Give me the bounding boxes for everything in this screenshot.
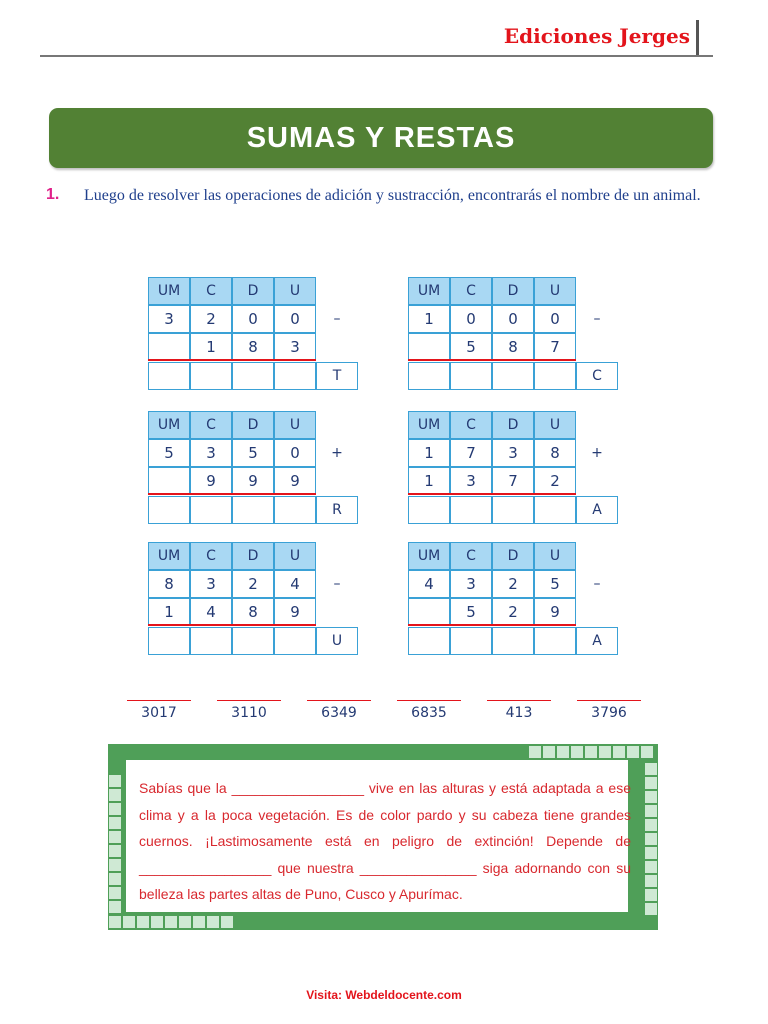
- footer-link[interactable]: Visita: Webdeldocente.com: [306, 988, 462, 1002]
- frame-tile: [122, 915, 136, 929]
- digit-cell: 2: [232, 570, 274, 598]
- answer-cell[interactable]: [534, 362, 576, 390]
- digit-cell: 0: [274, 305, 316, 333]
- answer-cell[interactable]: [274, 496, 316, 524]
- operation-table: [408, 411, 620, 523]
- frame-tile: [528, 745, 542, 759]
- letter-cell: T: [316, 362, 358, 390]
- column-header-cell: U: [534, 411, 576, 439]
- frame-tile: [644, 888, 658, 902]
- letter-cell: C: [576, 362, 618, 390]
- column-header-cell: UM: [148, 411, 190, 439]
- column-header-cell: D: [232, 542, 274, 570]
- frame-tile: [644, 846, 658, 860]
- digit-cell: 0: [274, 439, 316, 467]
- column-header-cell: C: [450, 542, 492, 570]
- answer-cell[interactable]: [492, 362, 534, 390]
- answer-cell[interactable]: [190, 496, 232, 524]
- digit-cell: 0: [450, 305, 492, 333]
- answer-slot[interactable]: [486, 700, 552, 721]
- letter-cell: R: [316, 496, 358, 524]
- frame-tile: [108, 788, 122, 802]
- frame-tile: [644, 804, 658, 818]
- digit-cell: 5: [148, 439, 190, 467]
- frame-tile: [644, 776, 658, 790]
- digit-cell: 5: [232, 439, 274, 467]
- digit-cell: 3: [492, 439, 534, 467]
- digit-cell: 3: [148, 305, 190, 333]
- sum-line: [148, 493, 316, 495]
- digit-cell: 7: [450, 439, 492, 467]
- operation-sign: –: [593, 311, 601, 327]
- frame-tile: [542, 745, 556, 759]
- frame-tile: [108, 858, 122, 872]
- column-header-cell: C: [190, 411, 232, 439]
- frame-tile: [150, 915, 164, 929]
- operation-table: [148, 542, 360, 654]
- answer-blank-line: [217, 700, 281, 701]
- digit-cell: 2: [534, 467, 576, 495]
- digit-cell: 9: [274, 598, 316, 626]
- frame-tile: [136, 915, 150, 929]
- sum-line: [408, 624, 576, 626]
- digit-cell: 3: [190, 570, 232, 598]
- answer-cell[interactable]: [450, 496, 492, 524]
- frame-tile: [644, 832, 658, 846]
- answer-number: 6835: [411, 705, 447, 721]
- operation-sign: –: [333, 576, 341, 592]
- frame-tile: [556, 745, 570, 759]
- answer-slot[interactable]: [306, 700, 372, 721]
- column-header-cell: C: [190, 277, 232, 305]
- answer-slot[interactable]: [396, 700, 462, 721]
- operation-sign: –: [593, 576, 601, 592]
- column-header-cell: U: [534, 542, 576, 570]
- digit-cell: 4: [408, 570, 450, 598]
- answer-cell[interactable]: [232, 362, 274, 390]
- answer-cell[interactable]: [274, 627, 316, 655]
- digit-cell: 9: [232, 467, 274, 495]
- answer-number: 6349: [321, 705, 357, 721]
- digit-cell: 3: [274, 333, 316, 361]
- letter-cell: U: [316, 627, 358, 655]
- letter-cell: A: [576, 627, 618, 655]
- digit-cell: [148, 333, 190, 361]
- digit-cell: 0: [492, 305, 534, 333]
- frame-tile: [570, 745, 584, 759]
- answer-cell[interactable]: [408, 496, 450, 524]
- story-text: Sabías que la _________________ vive en las alturas y está adaptada a ese clima y a la poca vegetación. Es de color pardo y su cabeza tiene grandes cuernos. ¡Lastimosamente está en peligro de extinción! Depende de _________________ que nuestra _______________ siga adornando con su belleza las partes altas de Puno, Cusco y Apurímac.: [139, 780, 631, 902]
- operation-table: [148, 411, 360, 523]
- frame-tile: [644, 790, 658, 804]
- answer-cell[interactable]: [148, 496, 190, 524]
- frame-tile: [108, 816, 122, 830]
- column-header-cell: D: [232, 411, 274, 439]
- operation-table: [148, 277, 360, 389]
- frame-tile: [108, 774, 122, 788]
- column-header-cell: C: [450, 277, 492, 305]
- digit-cell: 3: [190, 439, 232, 467]
- frame-tile: [640, 745, 654, 759]
- answer-cell[interactable]: [232, 496, 274, 524]
- answer-blank-line: [307, 700, 371, 701]
- answer-cell[interactable]: [232, 627, 274, 655]
- digit-cell: 1: [148, 598, 190, 626]
- question-number: 1.: [46, 186, 60, 203]
- frame-tile: [108, 900, 122, 914]
- answer-cell[interactable]: [492, 627, 534, 655]
- answer-cell[interactable]: [190, 362, 232, 390]
- digit-cell: 0: [232, 305, 274, 333]
- sum-line: [408, 493, 576, 495]
- sum-line: [148, 359, 316, 361]
- column-header-cell: C: [450, 411, 492, 439]
- frame-tile: [644, 902, 658, 916]
- digit-cell: [148, 467, 190, 495]
- column-header-cell: C: [190, 542, 232, 570]
- frame-tile: [626, 745, 640, 759]
- digit-cell: 0: [534, 305, 576, 333]
- digit-cell: 1: [408, 439, 450, 467]
- column-header-cell: D: [492, 542, 534, 570]
- sum-line: [408, 359, 576, 361]
- frame-tile: [220, 915, 234, 929]
- header-divider-vertical: [696, 20, 699, 56]
- operation-table: [408, 542, 620, 654]
- frame-tile: [206, 915, 220, 929]
- digit-cell: 8: [232, 598, 274, 626]
- digit-cell: 8: [492, 333, 534, 361]
- answer-cell[interactable]: [534, 627, 576, 655]
- column-header-cell: UM: [408, 542, 450, 570]
- answer-blank-line: [397, 700, 461, 701]
- digit-cell: 9: [274, 467, 316, 495]
- answer-number: 3017: [141, 705, 177, 721]
- digit-cell: 1: [408, 467, 450, 495]
- frame-tile: [108, 830, 122, 844]
- digit-cell: 4: [274, 570, 316, 598]
- question-text: Luego de resolver las operaciones de adición y sustracción, encontrarás el nombre de un animal.: [84, 187, 701, 204]
- header-divider: [40, 55, 713, 57]
- answer-key: [0, 700, 768, 730]
- answer-blank-line: [487, 700, 551, 701]
- frame-tile: [644, 860, 658, 874]
- digit-cell: 2: [492, 598, 534, 626]
- digit-cell: 4: [190, 598, 232, 626]
- frame-tile: [644, 874, 658, 888]
- frame-tile: [584, 745, 598, 759]
- column-header-cell: D: [492, 277, 534, 305]
- frame-tile: [612, 745, 626, 759]
- digit-cell: 1: [408, 305, 450, 333]
- column-header-cell: UM: [148, 542, 190, 570]
- digit-cell: 9: [190, 467, 232, 495]
- digit-cell: 3: [450, 467, 492, 495]
- digit-cell: [408, 333, 450, 361]
- answer-cell[interactable]: [450, 627, 492, 655]
- frame-tile: [108, 915, 122, 929]
- digit-cell: 5: [450, 598, 492, 626]
- operation-sign: +: [591, 445, 603, 461]
- frame-tile: [644, 762, 658, 776]
- answer-cell[interactable]: [492, 496, 534, 524]
- digit-cell: 1: [190, 333, 232, 361]
- sum-line: [148, 624, 316, 626]
- frame-tile: [598, 745, 612, 759]
- answer-slot[interactable]: [576, 700, 642, 721]
- operation-sign: –: [333, 311, 341, 327]
- answer-cell[interactable]: [148, 627, 190, 655]
- answer-cell[interactable]: [534, 496, 576, 524]
- answer-number: 3110: [231, 705, 267, 721]
- answer-number: 413: [505, 705, 533, 721]
- column-header-cell: UM: [408, 277, 450, 305]
- digit-cell: 9: [534, 598, 576, 626]
- answer-cell[interactable]: [274, 362, 316, 390]
- frame-tile: [192, 915, 206, 929]
- brand-name: Ediciones Jerges: [503, 24, 690, 48]
- frame-tile: [164, 915, 178, 929]
- column-header-cell: D: [492, 411, 534, 439]
- digit-cell: 3: [450, 570, 492, 598]
- answer-slot[interactable]: [126, 700, 192, 721]
- digit-cell: 5: [534, 570, 576, 598]
- letter-cell: A: [576, 496, 618, 524]
- frame-tile: [108, 844, 122, 858]
- answer-cell[interactable]: [408, 627, 450, 655]
- column-header-cell: U: [274, 542, 316, 570]
- frame-tile: [644, 818, 658, 832]
- answer-slot[interactable]: [216, 700, 282, 721]
- column-header-cell: U: [274, 277, 316, 305]
- digit-cell: 7: [492, 467, 534, 495]
- frame-tile: [178, 915, 192, 929]
- frame-tile: [108, 872, 122, 886]
- digit-cell: 8: [148, 570, 190, 598]
- answer-cell[interactable]: [408, 362, 450, 390]
- frame-tile: [108, 802, 122, 816]
- column-header-cell: UM: [148, 277, 190, 305]
- column-header-cell: U: [534, 277, 576, 305]
- digit-cell: 5: [450, 333, 492, 361]
- digit-cell: 2: [492, 570, 534, 598]
- column-header-cell: D: [232, 277, 274, 305]
- digit-cell: 8: [232, 333, 274, 361]
- operation-table: [408, 277, 620, 389]
- operation-sign: +: [331, 445, 343, 461]
- column-header-cell: U: [274, 411, 316, 439]
- answer-cell[interactable]: [450, 362, 492, 390]
- answer-blank-line: [127, 700, 191, 701]
- answer-cell[interactable]: [148, 362, 190, 390]
- answer-cell[interactable]: [190, 627, 232, 655]
- page-title: SUMAS Y RESTAS: [246, 121, 516, 154]
- digit-cell: 7: [534, 333, 576, 361]
- column-header-cell: UM: [408, 411, 450, 439]
- digit-cell: [408, 598, 450, 626]
- answer-blank-line: [577, 700, 641, 701]
- title-banner: [49, 108, 713, 168]
- digit-cell: 8: [534, 439, 576, 467]
- frame-tile: [108, 886, 122, 900]
- answer-number: 3796: [591, 705, 627, 721]
- digit-cell: 2: [190, 305, 232, 333]
